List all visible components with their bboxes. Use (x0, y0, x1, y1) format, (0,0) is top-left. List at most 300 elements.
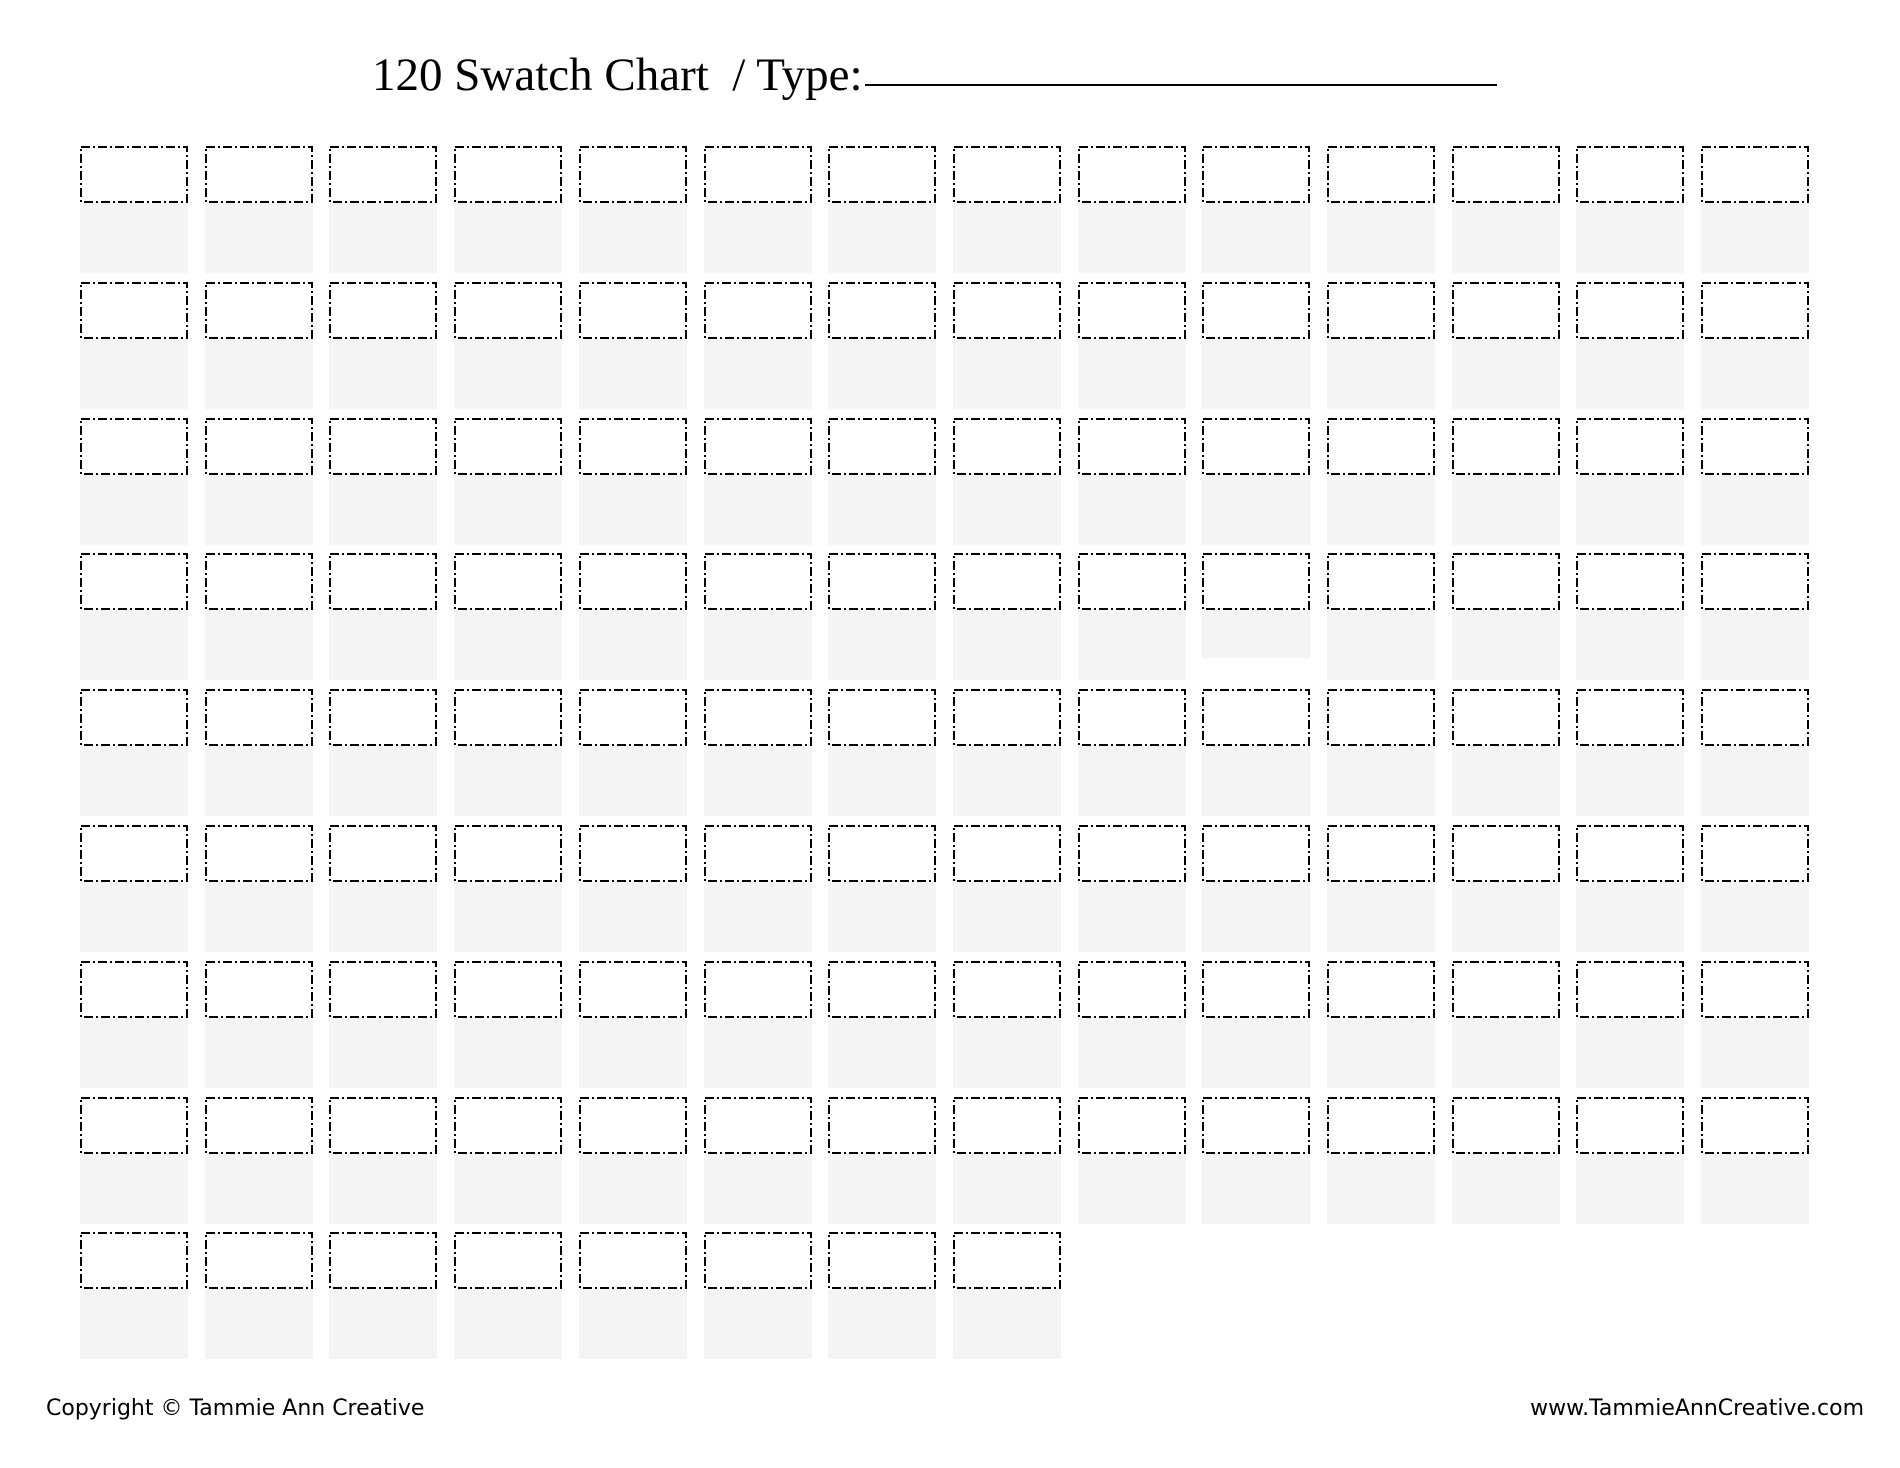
swatch-label-area[interactable] (1701, 339, 1809, 409)
swatch-dashed-box[interactable] (329, 553, 437, 610)
swatch-cell[interactable] (579, 689, 687, 816)
swatch-cell[interactable] (579, 1097, 687, 1224)
swatch-cell[interactable] (80, 282, 188, 409)
swatch-cell[interactable] (205, 553, 313, 680)
swatch-dashed-box[interactable] (454, 146, 562, 203)
swatch-dashed-box[interactable] (828, 146, 936, 203)
swatch-dashed-box[interactable] (205, 961, 313, 1018)
swatch-dashed-box[interactable] (953, 1097, 1061, 1154)
swatch-cell[interactable] (953, 1232, 1061, 1359)
swatch-dashed-box[interactable] (953, 961, 1061, 1018)
swatch-label-area[interactable] (704, 610, 812, 680)
swatch-cell[interactable] (205, 418, 313, 545)
swatch-dashed-box[interactable] (579, 146, 687, 203)
swatch-dashed-box[interactable] (1078, 282, 1186, 339)
swatch-label-area[interactable] (205, 339, 313, 409)
swatch-label-area[interactable] (205, 1154, 313, 1224)
swatch-label-area[interactable] (1576, 1154, 1684, 1224)
swatch-cell[interactable] (1701, 282, 1809, 409)
swatch-label-area[interactable] (828, 746, 936, 816)
swatch-label-area[interactable] (704, 1018, 812, 1088)
swatch-cell[interactable] (454, 146, 562, 273)
swatch-dashed-box[interactable] (1078, 146, 1186, 203)
swatch-dashed-box[interactable] (1576, 1097, 1684, 1154)
swatch-label-area[interactable] (953, 1018, 1061, 1088)
swatch-cell[interactable] (579, 961, 687, 1088)
swatch-cell[interactable] (1327, 689, 1435, 816)
swatch-label-area[interactable] (1701, 475, 1809, 545)
swatch-label-area[interactable] (205, 1018, 313, 1088)
swatch-label-area[interactable] (329, 1289, 437, 1359)
swatch-dashed-box[interactable] (1327, 418, 1435, 475)
swatch-cell[interactable] (1202, 553, 1310, 680)
swatch-label-area[interactable] (1701, 203, 1809, 273)
swatch-cell[interactable] (1327, 282, 1435, 409)
swatch-dashed-box[interactable] (1452, 146, 1560, 203)
swatch-cell[interactable] (579, 282, 687, 409)
swatch-dashed-box[interactable] (1078, 825, 1186, 882)
swatch-dashed-box[interactable] (205, 689, 313, 746)
swatch-label-area[interactable] (579, 339, 687, 409)
swatch-cell[interactable] (1701, 825, 1809, 952)
swatch-cell[interactable] (205, 689, 313, 816)
swatch-label-area[interactable] (205, 882, 313, 952)
swatch-cell[interactable] (1452, 689, 1560, 816)
swatch-dashed-box[interactable] (205, 1232, 313, 1289)
swatch-label-area[interactable] (1202, 475, 1310, 545)
swatch-cell[interactable] (1701, 553, 1809, 680)
swatch-dashed-box[interactable] (205, 146, 313, 203)
swatch-cell[interactable] (454, 1097, 562, 1224)
swatch-dashed-box[interactable] (828, 282, 936, 339)
swatch-cell[interactable] (1576, 961, 1684, 1088)
swatch-dashed-box[interactable] (1202, 418, 1310, 475)
swatch-dashed-box[interactable] (329, 418, 437, 475)
swatch-label-area[interactable] (1202, 746, 1310, 816)
swatch-dashed-box[interactable] (1576, 282, 1684, 339)
swatch-dashed-box[interactable] (1078, 418, 1186, 475)
swatch-dashed-box[interactable] (80, 146, 188, 203)
swatch-cell[interactable] (1701, 1097, 1809, 1224)
swatch-dashed-box[interactable] (1202, 689, 1310, 746)
swatch-dashed-box[interactable] (1327, 961, 1435, 1018)
swatch-dashed-box[interactable] (205, 825, 313, 882)
swatch-label-area[interactable] (579, 475, 687, 545)
swatch-dashed-box[interactable] (329, 146, 437, 203)
swatch-dashed-box[interactable] (579, 689, 687, 746)
swatch-label-area[interactable] (1327, 1154, 1435, 1224)
swatch-dashed-box[interactable] (1701, 418, 1809, 475)
swatch-dashed-box[interactable] (579, 1232, 687, 1289)
swatch-cell[interactable] (1327, 553, 1435, 680)
swatch-cell[interactable] (80, 418, 188, 545)
swatch-label-area[interactable] (828, 339, 936, 409)
swatch-dashed-box[interactable] (329, 961, 437, 1018)
swatch-label-area[interactable] (579, 1289, 687, 1359)
swatch-dashed-box[interactable] (953, 282, 1061, 339)
swatch-cell[interactable] (828, 282, 936, 409)
swatch-cell[interactable] (454, 418, 562, 545)
swatch-cell[interactable] (828, 961, 936, 1088)
swatch-cell[interactable] (704, 1232, 812, 1359)
swatch-dashed-box[interactable] (953, 689, 1061, 746)
swatch-label-area[interactable] (80, 610, 188, 680)
swatch-dashed-box[interactable] (828, 1097, 936, 1154)
swatch-cell[interactable] (454, 553, 562, 680)
swatch-label-area[interactable] (1701, 610, 1809, 680)
swatch-label-area[interactable] (704, 1289, 812, 1359)
swatch-dashed-box[interactable] (953, 825, 1061, 882)
swatch-dashed-box[interactable] (1701, 282, 1809, 339)
swatch-dashed-box[interactable] (1327, 689, 1435, 746)
swatch-dashed-box[interactable] (205, 553, 313, 610)
swatch-cell[interactable] (828, 1097, 936, 1224)
swatch-dashed-box[interactable] (704, 146, 812, 203)
swatch-cell[interactable] (1078, 825, 1186, 952)
swatch-cell[interactable] (1576, 282, 1684, 409)
swatch-label-area[interactable] (1202, 610, 1310, 658)
swatch-cell[interactable] (1078, 418, 1186, 545)
swatch-cell[interactable] (1701, 146, 1809, 273)
swatch-cell[interactable] (953, 418, 1061, 545)
swatch-label-area[interactable] (1327, 1018, 1435, 1088)
swatch-cell[interactable] (205, 1097, 313, 1224)
swatch-label-area[interactable] (454, 1154, 562, 1224)
swatch-dashed-box[interactable] (579, 1097, 687, 1154)
swatch-dashed-box[interactable] (329, 1097, 437, 1154)
swatch-label-area[interactable] (205, 475, 313, 545)
swatch-dashed-box[interactable] (205, 418, 313, 475)
swatch-cell[interactable] (953, 146, 1061, 273)
swatch-dashed-box[interactable] (1576, 961, 1684, 1018)
swatch-label-area[interactable] (579, 203, 687, 273)
swatch-dashed-box[interactable] (454, 689, 562, 746)
swatch-cell[interactable] (454, 825, 562, 952)
swatch-label-area[interactable] (329, 203, 437, 273)
swatch-label-area[interactable] (454, 339, 562, 409)
swatch-dashed-box[interactable] (1452, 1097, 1560, 1154)
swatch-cell[interactable] (1202, 282, 1310, 409)
swatch-dashed-box[interactable] (454, 418, 562, 475)
swatch-label-area[interactable] (1576, 1018, 1684, 1088)
swatch-cell[interactable] (579, 1232, 687, 1359)
swatch-dashed-box[interactable] (1701, 689, 1809, 746)
swatch-label-area[interactable] (1327, 882, 1435, 952)
swatch-cell[interactable] (329, 418, 437, 545)
swatch-dashed-box[interactable] (704, 553, 812, 610)
swatch-dashed-box[interactable] (828, 1232, 936, 1289)
swatch-label-area[interactable] (1452, 1154, 1560, 1224)
swatch-cell[interactable] (704, 146, 812, 273)
swatch-cell[interactable] (1202, 418, 1310, 545)
swatch-cell[interactable] (1078, 282, 1186, 409)
swatch-dashed-box[interactable] (80, 1232, 188, 1289)
swatch-label-area[interactable] (1327, 610, 1435, 680)
swatch-cell[interactable] (1078, 961, 1186, 1088)
website-link[interactable]: www.TammieAnnCreative.com (1530, 1396, 1864, 1421)
swatch-dashed-box[interactable] (1576, 825, 1684, 882)
swatch-label-area[interactable] (80, 1289, 188, 1359)
swatch-dashed-box[interactable] (1701, 1097, 1809, 1154)
swatch-cell[interactable] (828, 418, 936, 545)
swatch-dashed-box[interactable] (1701, 825, 1809, 882)
swatch-cell[interactable] (1202, 689, 1310, 816)
swatch-dashed-box[interactable] (205, 1097, 313, 1154)
swatch-cell[interactable] (1576, 418, 1684, 545)
swatch-cell[interactable] (953, 961, 1061, 1088)
swatch-label-area[interactable] (80, 746, 188, 816)
swatch-cell[interactable] (1576, 689, 1684, 816)
swatch-dashed-box[interactable] (1452, 689, 1560, 746)
swatch-cell[interactable] (828, 146, 936, 273)
swatch-cell[interactable] (205, 282, 313, 409)
swatch-dashed-box[interactable] (454, 553, 562, 610)
swatch-label-area[interactable] (454, 1289, 562, 1359)
swatch-dashed-box[interactable] (1576, 689, 1684, 746)
swatch-dashed-box[interactable] (1078, 961, 1186, 1018)
swatch-cell[interactable] (1327, 825, 1435, 952)
swatch-dashed-box[interactable] (828, 553, 936, 610)
swatch-cell[interactable] (1576, 1097, 1684, 1224)
swatch-dashed-box[interactable] (953, 1232, 1061, 1289)
swatch-cell[interactable] (1327, 961, 1435, 1088)
swatch-cell[interactable] (80, 146, 188, 273)
swatch-label-area[interactable] (1576, 475, 1684, 545)
swatch-cell[interactable] (953, 553, 1061, 680)
swatch-dashed-box[interactable] (80, 961, 188, 1018)
swatch-cell[interactable] (1452, 146, 1560, 273)
swatch-cell[interactable] (205, 961, 313, 1088)
swatch-label-area[interactable] (1202, 1154, 1310, 1224)
swatch-dashed-box[interactable] (1202, 961, 1310, 1018)
swatch-label-area[interactable] (1701, 882, 1809, 952)
swatch-dashed-box[interactable] (205, 282, 313, 339)
swatch-dashed-box[interactable] (579, 825, 687, 882)
swatch-cell[interactable] (329, 961, 437, 1088)
swatch-cell[interactable] (80, 961, 188, 1088)
swatch-dashed-box[interactable] (80, 825, 188, 882)
swatch-label-area[interactable] (80, 1154, 188, 1224)
swatch-cell[interactable] (205, 1232, 313, 1359)
swatch-cell[interactable] (1452, 825, 1560, 952)
swatch-label-area[interactable] (80, 1018, 188, 1088)
swatch-dashed-box[interactable] (828, 961, 936, 1018)
swatch-label-area[interactable] (1701, 1018, 1809, 1088)
swatch-cell[interactable] (704, 825, 812, 952)
swatch-dashed-box[interactable] (1078, 689, 1186, 746)
swatch-label-area[interactable] (1452, 610, 1560, 680)
swatch-label-area[interactable] (1078, 882, 1186, 952)
swatch-cell[interactable] (953, 1097, 1061, 1224)
swatch-label-area[interactable] (579, 882, 687, 952)
swatch-dashed-box[interactable] (454, 825, 562, 882)
swatch-label-area[interactable] (953, 610, 1061, 680)
swatch-label-area[interactable] (205, 1289, 313, 1359)
swatch-cell[interactable] (828, 1232, 936, 1359)
swatch-dashed-box[interactable] (1576, 146, 1684, 203)
swatch-label-area[interactable] (329, 339, 437, 409)
swatch-label-area[interactable] (1452, 339, 1560, 409)
swatch-label-area[interactable] (1327, 475, 1435, 545)
swatch-label-area[interactable] (1452, 475, 1560, 545)
swatch-label-area[interactable] (1452, 1018, 1560, 1088)
swatch-label-area[interactable] (1452, 203, 1560, 273)
swatch-dashed-box[interactable] (329, 825, 437, 882)
swatch-cell[interactable] (1327, 1097, 1435, 1224)
swatch-label-area[interactable] (704, 339, 812, 409)
swatch-dashed-box[interactable] (704, 282, 812, 339)
type-blank-line[interactable] (865, 83, 1497, 86)
swatch-cell[interactable] (704, 961, 812, 1088)
swatch-cell[interactable] (828, 825, 936, 952)
swatch-label-area[interactable] (80, 203, 188, 273)
swatch-cell[interactable] (704, 1097, 812, 1224)
swatch-dashed-box[interactable] (1327, 146, 1435, 203)
swatch-cell[interactable] (1452, 1097, 1560, 1224)
swatch-label-area[interactable] (1202, 882, 1310, 952)
swatch-dashed-box[interactable] (1202, 282, 1310, 339)
swatch-dashed-box[interactable] (1701, 553, 1809, 610)
swatch-dashed-box[interactable] (329, 689, 437, 746)
swatch-dashed-box[interactable] (1576, 418, 1684, 475)
swatch-label-area[interactable] (329, 1154, 437, 1224)
swatch-cell[interactable] (704, 553, 812, 680)
swatch-cell[interactable] (80, 689, 188, 816)
swatch-label-area[interactable] (1078, 339, 1186, 409)
swatch-cell[interactable] (329, 282, 437, 409)
swatch-cell[interactable] (828, 689, 936, 816)
swatch-cell[interactable] (80, 553, 188, 680)
swatch-label-area[interactable] (1078, 1154, 1186, 1224)
swatch-label-area[interactable] (953, 1154, 1061, 1224)
swatch-cell[interactable] (1576, 825, 1684, 952)
swatch-cell[interactable] (1452, 418, 1560, 545)
swatch-label-area[interactable] (1078, 475, 1186, 545)
swatch-dashed-box[interactable] (1452, 961, 1560, 1018)
swatch-label-area[interactable] (1202, 203, 1310, 273)
swatch-cell[interactable] (1576, 553, 1684, 680)
swatch-label-area[interactable] (1452, 882, 1560, 952)
swatch-label-area[interactable] (1327, 203, 1435, 273)
swatch-label-area[interactable] (579, 610, 687, 680)
swatch-label-area[interactable] (1078, 610, 1186, 680)
swatch-cell[interactable] (1701, 689, 1809, 816)
swatch-cell[interactable] (579, 146, 687, 273)
swatch-dashed-box[interactable] (1202, 825, 1310, 882)
swatch-dashed-box[interactable] (828, 825, 936, 882)
swatch-dashed-box[interactable] (80, 553, 188, 610)
swatch-cell[interactable] (329, 146, 437, 273)
swatch-label-area[interactable] (80, 475, 188, 545)
swatch-dashed-box[interactable] (1202, 146, 1310, 203)
swatch-cell[interactable] (454, 689, 562, 816)
swatch-dashed-box[interactable] (454, 961, 562, 1018)
swatch-cell[interactable] (1701, 961, 1809, 1088)
swatch-dashed-box[interactable] (704, 418, 812, 475)
swatch-dashed-box[interactable] (1452, 418, 1560, 475)
swatch-cell[interactable] (1576, 146, 1684, 273)
swatch-cell[interactable] (704, 689, 812, 816)
swatch-cell[interactable] (1202, 1097, 1310, 1224)
swatch-cell[interactable] (1202, 961, 1310, 1088)
swatch-cell[interactable] (80, 1232, 188, 1359)
swatch-dashed-box[interactable] (80, 1097, 188, 1154)
swatch-cell[interactable] (329, 1232, 437, 1359)
swatch-label-area[interactable] (454, 475, 562, 545)
swatch-cell[interactable] (579, 553, 687, 680)
swatch-cell[interactable] (329, 825, 437, 952)
swatch-label-area[interactable] (1701, 1154, 1809, 1224)
swatch-label-area[interactable] (704, 475, 812, 545)
swatch-cell[interactable] (1327, 146, 1435, 273)
swatch-label-area[interactable] (828, 203, 936, 273)
swatch-dashed-box[interactable] (1078, 1097, 1186, 1154)
swatch-label-area[interactable] (205, 746, 313, 816)
swatch-label-area[interactable] (1576, 882, 1684, 952)
swatch-dashed-box[interactable] (1327, 282, 1435, 339)
swatch-label-area[interactable] (953, 746, 1061, 816)
swatch-dashed-box[interactable] (704, 1097, 812, 1154)
swatch-label-area[interactable] (828, 475, 936, 545)
swatch-cell[interactable] (953, 282, 1061, 409)
swatch-label-area[interactable] (1078, 746, 1186, 816)
swatch-cell[interactable] (1202, 825, 1310, 952)
swatch-cell[interactable] (704, 418, 812, 545)
swatch-cell[interactable] (454, 961, 562, 1088)
swatch-label-area[interactable] (828, 1289, 936, 1359)
swatch-label-area[interactable] (704, 746, 812, 816)
swatch-label-area[interactable] (704, 1154, 812, 1224)
swatch-dashed-box[interactable] (80, 689, 188, 746)
swatch-label-area[interactable] (828, 1154, 936, 1224)
swatch-label-area[interactable] (80, 882, 188, 952)
swatch-cell[interactable] (1202, 146, 1310, 273)
swatch-cell[interactable] (1078, 1097, 1186, 1224)
swatch-dashed-box[interactable] (454, 1097, 562, 1154)
swatch-label-area[interactable] (579, 746, 687, 816)
swatch-label-area[interactable] (1078, 203, 1186, 273)
swatch-label-area[interactable] (953, 1289, 1061, 1359)
swatch-cell[interactable] (329, 1097, 437, 1224)
swatch-dashed-box[interactable] (1452, 282, 1560, 339)
swatch-dashed-box[interactable] (1701, 961, 1809, 1018)
swatch-dashed-box[interactable] (454, 282, 562, 339)
swatch-dashed-box[interactable] (80, 282, 188, 339)
swatch-cell[interactable] (579, 418, 687, 545)
swatch-cell[interactable] (1327, 418, 1435, 545)
swatch-cell[interactable] (80, 825, 188, 952)
swatch-label-area[interactable] (828, 1018, 936, 1088)
swatch-label-area[interactable] (80, 339, 188, 409)
swatch-dashed-box[interactable] (953, 418, 1061, 475)
swatch-label-area[interactable] (1576, 746, 1684, 816)
swatch-label-area[interactable] (1327, 339, 1435, 409)
swatch-label-area[interactable] (1202, 339, 1310, 409)
swatch-label-area[interactable] (454, 882, 562, 952)
swatch-cell[interactable] (579, 825, 687, 952)
swatch-dashed-box[interactable] (1327, 1097, 1435, 1154)
swatch-label-area[interactable] (828, 882, 936, 952)
swatch-cell[interactable] (1078, 146, 1186, 273)
swatch-cell[interactable] (1452, 553, 1560, 680)
swatch-label-area[interactable] (205, 203, 313, 273)
swatch-dashed-box[interactable] (1202, 553, 1310, 610)
swatch-dashed-box[interactable] (1452, 825, 1560, 882)
swatch-cell[interactable] (454, 282, 562, 409)
swatch-label-area[interactable] (1327, 746, 1435, 816)
swatch-dashed-box[interactable] (579, 282, 687, 339)
swatch-label-area[interactable] (1701, 746, 1809, 816)
